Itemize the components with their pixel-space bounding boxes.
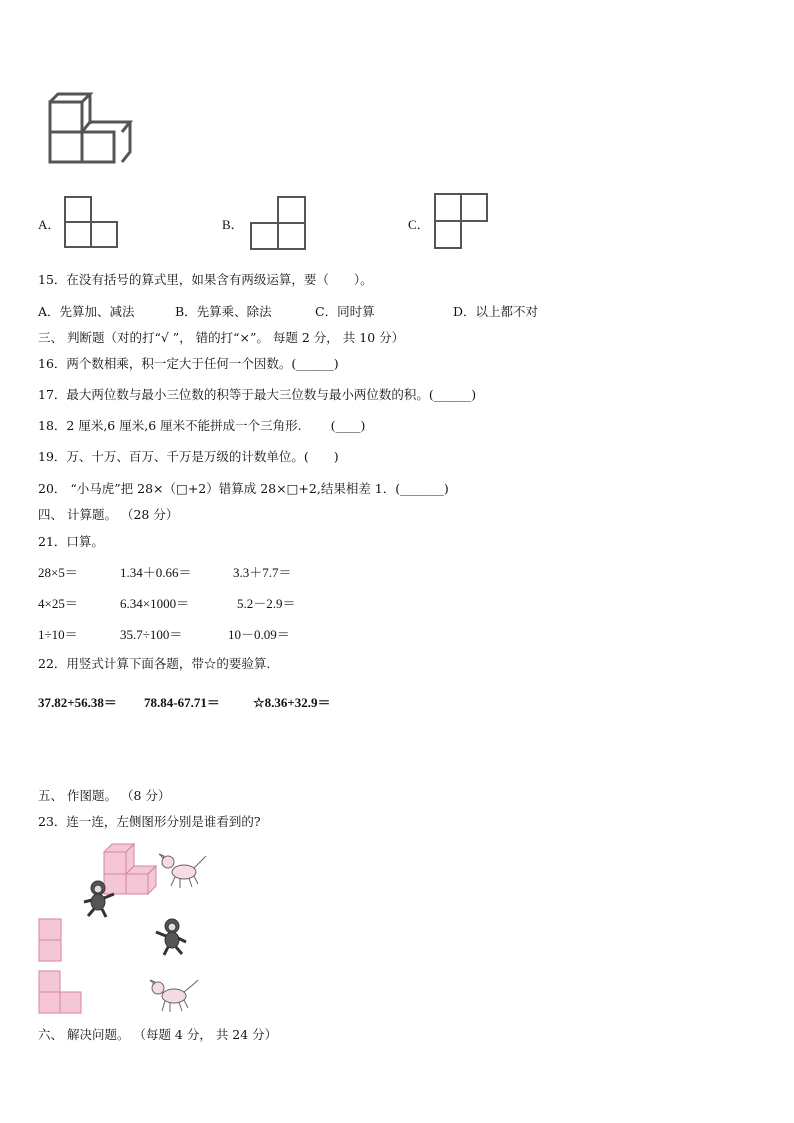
q15-question: 15．在没有括号的算式里，如果含有两级运算，要（ ）。 xyxy=(38,272,373,287)
section5-title: 五、 作图题。 （8 分） xyxy=(38,788,171,803)
q15-option-a[interactable]: A．先算加、减法 xyxy=(38,304,135,319)
view-vertical-two-squares xyxy=(38,918,64,964)
q17: 17．最大两位数与最小三位数的积等于最大三位数与最小两位数的积。(______) xyxy=(38,387,477,402)
option-b-view-icon xyxy=(250,196,310,254)
vertical-3: ☆8.36+32.9＝ xyxy=(253,695,331,710)
q15-option-c[interactable]: C．同时算 xyxy=(315,304,375,319)
q23: 23．连一连，左侧图形分别是谁看到的? xyxy=(38,814,261,829)
oral-3-2: 35.7÷100＝ xyxy=(120,627,183,642)
section6-title: 六、 解决问题。 （每题 4 分， 共 24 分） xyxy=(38,1027,278,1042)
oral-3-3: 10－0.09＝ xyxy=(228,627,290,642)
dog-icon-2 xyxy=(150,976,202,1016)
vertical-2: 78.84-67.71＝ xyxy=(144,695,220,710)
dog-icon xyxy=(158,852,210,892)
cube-stack-figure xyxy=(44,92,144,172)
q21: 21．口算。 xyxy=(38,534,104,549)
q22: 22．用竖式计算下面各题，带☆的要验算. xyxy=(38,656,271,671)
section4-title: 四、 计算题。 （28 分） xyxy=(38,507,179,522)
oral-1-1: 28×5＝ xyxy=(38,565,78,580)
q18: 18．2 厘米,6 厘米,6 厘米不能拼成一个三角形. (____) xyxy=(38,418,366,433)
oral-2-2: 6.34×1000＝ xyxy=(120,596,190,611)
oral-1-2: 1.34＋0.66＝ xyxy=(120,565,192,580)
q15-option-d[interactable]: D．以上都不对 xyxy=(453,304,539,319)
monkey-icon-2 xyxy=(152,918,192,958)
q15-option-b[interactable]: B．先算乘、除法 xyxy=(175,304,272,319)
option-c-view-icon xyxy=(434,193,490,251)
vertical-1: 37.82+56.38＝ xyxy=(38,695,117,710)
oral-2-3: 5.2－2.9＝ xyxy=(237,596,296,611)
oral-1-3: 3.3＋7.7＝ xyxy=(233,565,292,580)
option-c-label[interactable]: C． xyxy=(408,217,430,232)
option-b-label[interactable]: B． xyxy=(222,217,244,232)
section3-title: 三、 判断题（对的打“√ ”， 错的打“×”。 每题 2 分， 共 10 分） xyxy=(38,330,405,345)
monkey-icon xyxy=(80,880,120,920)
option-a-label[interactable]: A． xyxy=(38,217,61,232)
option-a-view-icon xyxy=(64,196,120,252)
q20: 20． “小马虎”把 28×（□+2）错算成 28×□+2,结果相差 1．(_______) xyxy=(38,481,449,496)
q16: 16．两个数相乘，积一定大于任何一个因数。(______) xyxy=(38,356,339,371)
oral-2-1: 4×25＝ xyxy=(38,596,78,611)
q19: 19．万、十万、百万、千万是万级的计数单位。( ) xyxy=(38,449,339,464)
view-l-shape xyxy=(38,970,86,1016)
oral-3-1: 1÷10＝ xyxy=(38,627,78,642)
